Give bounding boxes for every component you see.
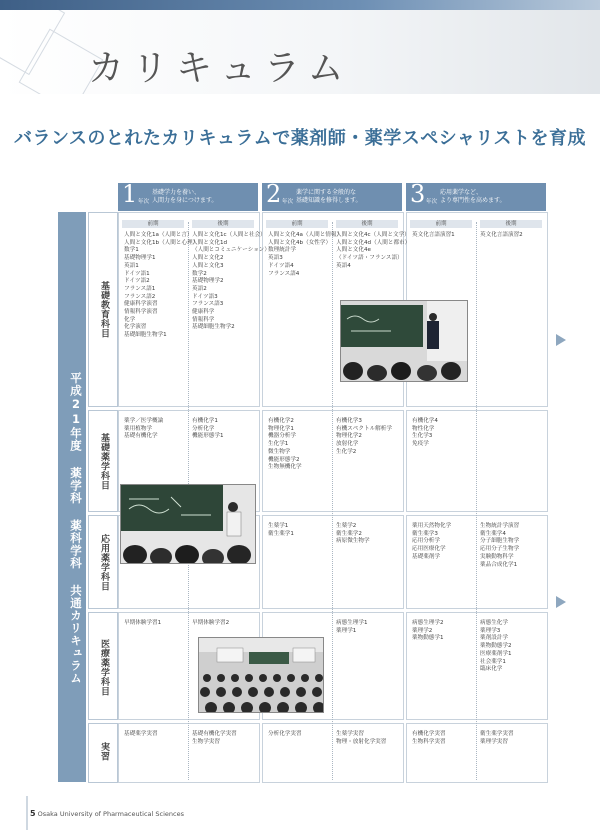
curriculum-side-label: 平成21年度 薬学科 薬科学科 共通カリキュラム bbox=[58, 212, 86, 782]
semester-header-second: 後期 bbox=[336, 220, 398, 228]
course-list: 病態生理学2 薬理学2 薬物動態学1 bbox=[412, 620, 444, 642]
course-list: 薬学／医学概論 薬用植物学 基礎有機化学 bbox=[124, 418, 164, 440]
course-list: 人間と文化1c（人間と社会） 人間と文化1d （人間とコミュニケーション） 人間と文化2 人間と文化3 数学2 基礎物理学2 英語2 ドイツ語3 フランス語3 健康科学 情報科学 基礎細胞生物学2 bbox=[192, 232, 270, 331]
blackboard-photo bbox=[120, 484, 256, 564]
row-label-iryo-yakugaku: 医療薬学科目 bbox=[88, 612, 118, 720]
page-title: カリキュラム bbox=[88, 48, 352, 89]
year-unit: 年次 bbox=[138, 199, 150, 205]
year-description: 基礎学力を養い、 人間力を身につけます。 bbox=[152, 189, 218, 204]
year-description: 薬学に関する全般的な 基礎知識を修得します。 bbox=[296, 189, 362, 204]
semester-header-first: 前期 bbox=[410, 220, 472, 228]
course-list: 人間と文化4a（人間と情報） 人間と文化4b（女性学） 数理統計学 英語3 ドイツ語4 フランス語4 bbox=[268, 232, 343, 277]
row-label-kiso-yakugaku: 基礎薬学科目 bbox=[88, 410, 118, 512]
course-list: 衛生薬学実習 薬理学実習 bbox=[480, 731, 514, 745]
year-unit: 年次 bbox=[426, 199, 438, 205]
semester-header-first: 前期 bbox=[122, 220, 184, 228]
semester-header-second: 後期 bbox=[192, 220, 254, 228]
row-label-oyo-yakugaku: 応用薬学科目 bbox=[88, 515, 118, 609]
semester-divider bbox=[476, 222, 477, 780]
footer-rule bbox=[26, 796, 28, 830]
course-list: 生薬学実習 物理・放射化学実習 bbox=[336, 731, 387, 745]
semester-header-first: 前期 bbox=[266, 220, 328, 228]
course-list: 有機化学実習 生物科学実習 bbox=[412, 731, 446, 745]
row-label-jisshu: 実習 bbox=[88, 723, 118, 783]
year-number: 1 bbox=[122, 180, 138, 208]
course-list: 有機化学1 分析化学 機能形態学1 bbox=[192, 418, 224, 440]
university-name: Osaka University of Pharmaceutical Sciences bbox=[37, 810, 184, 818]
course-list: 有機化学4 物性化学 生化学3 免疫学 bbox=[412, 418, 438, 448]
page-number: 5 bbox=[30, 809, 36, 818]
course-list: 生薬学1 衛生薬学1 bbox=[268, 523, 294, 537]
course-list: 人間と文化4c（人間と文学） 人間と文化4d（人間と都市） 人間と文化4e （ドイツ語・フランス語） 英語4 bbox=[336, 232, 411, 269]
semester-divider bbox=[332, 222, 333, 780]
course-list: 英文化言語演習2 bbox=[480, 232, 523, 238]
course-list: 早期体験学習1 bbox=[124, 620, 162, 626]
course-list: 薬用天然物化学 衛生薬学3 応用分析学 応用医療化学 基礎薬剤学 bbox=[412, 523, 452, 560]
course-list: 分析化学実習 bbox=[268, 731, 302, 737]
year-header-3 bbox=[406, 180, 546, 211]
hero-banner bbox=[0, 10, 600, 94]
year-header-1 bbox=[118, 180, 258, 211]
row-label-kiso-kyoiku: 基礎教育科目 bbox=[88, 212, 118, 407]
page-footer bbox=[30, 809, 184, 818]
course-list: 基礎有機化学実習 生物学実習 bbox=[192, 731, 237, 745]
course-list: 生物統計学演習 衛生薬学4 分子細胞生物学 応用分子生物学 実験動物科学 薬品合成化学1 bbox=[480, 523, 520, 568]
course-list: 人間と文化1a（人間と言） 人間と文化1b（人間と心理） 数学1 基礎物理学1 英語1 ドイツ語1 ドイツ語2 フランス語1 フランス語2 健康科学演習 情報科学演習 化学 化学演習 基礎細胞生物学1 bbox=[124, 232, 199, 339]
year-unit: 年次 bbox=[282, 199, 294, 205]
semester-header-second: 後期 bbox=[480, 220, 542, 228]
top-accent-bar bbox=[0, 0, 600, 10]
continue-arrow-icon bbox=[556, 596, 566, 608]
lecture-photo bbox=[340, 300, 468, 382]
course-list: 有機化学2 物理化学1 機器分析学 生化学1 微生物学 機能形態学2 生物無機化学 bbox=[268, 418, 302, 471]
course-list: 有機化学3 有機スペクトル解析学 物理化学2 放射化学 生化学2 bbox=[336, 418, 392, 455]
course-list: 生薬学2 衛生薬学2 病原微生物学 bbox=[336, 523, 370, 545]
course-list: 病態生理学1 薬理学1 bbox=[336, 620, 368, 634]
continue-arrow-icon bbox=[556, 334, 566, 346]
course-list: 基礎薬学実習 bbox=[124, 731, 158, 737]
course-list: 早期体験学習2 bbox=[192, 620, 230, 626]
year-number: 3 bbox=[410, 180, 426, 208]
lecture-hall-photo bbox=[198, 637, 324, 713]
page-subtitle: バランスのとれたカリキュラムで薬剤師・薬学スペシャリストを育成 bbox=[13, 128, 587, 149]
year-number: 2 bbox=[266, 180, 282, 208]
course-list: 病態生化学 薬理学3 薬剤設計学 薬物動態学2 医療薬剤学1 社会薬学1 臨床化学 bbox=[480, 620, 512, 673]
year-header-2 bbox=[262, 180, 402, 211]
year-description: 応用薬学など、 より専門性を高めます。 bbox=[440, 189, 506, 204]
course-list: 英文化言語演習1 bbox=[412, 232, 455, 238]
